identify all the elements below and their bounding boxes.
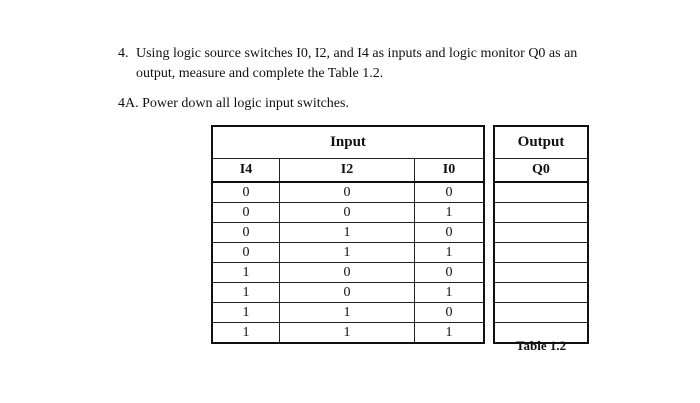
- cell-i4: 0: [212, 223, 280, 243]
- table-group-header-row: [212, 126, 588, 159]
- table-gap: [484, 283, 494, 303]
- cell-i4: 1: [212, 303, 280, 323]
- column-header-q0: Q0: [494, 159, 588, 183]
- table-row: [212, 303, 588, 323]
- cell-i2: 0: [280, 203, 415, 223]
- cell-i4: 1: [212, 323, 280, 344]
- cell-i4: 0: [212, 182, 280, 203]
- table-column-header-row: [212, 159, 588, 183]
- table-row: [212, 223, 588, 243]
- cell-i2: 1: [280, 243, 415, 263]
- cell-i0: 1: [415, 283, 485, 303]
- cell-i2: 1: [280, 303, 415, 323]
- question-number: 4.: [118, 46, 129, 61]
- table-row: [212, 243, 588, 263]
- table-gap: [484, 243, 494, 263]
- output-group-header: Output: [494, 126, 588, 159]
- table-gap: [484, 126, 494, 159]
- cell-q0: [494, 182, 588, 203]
- cell-i4: 0: [212, 243, 280, 263]
- cell-i2: 0: [280, 182, 415, 203]
- cell-q0: [494, 223, 588, 243]
- table-row: [212, 203, 588, 223]
- question-line-1: [118, 44, 577, 64]
- cell-q0: [494, 203, 588, 223]
- cell-i0: 1: [415, 203, 485, 223]
- step-4a: 4A. Power down all logic input switches.: [118, 96, 349, 111]
- cell-i0: 0: [415, 182, 485, 203]
- table-row: [212, 182, 588, 203]
- table-gap: [484, 203, 494, 223]
- table-gap: [484, 303, 494, 323]
- cell-i0: 1: [415, 323, 485, 344]
- cell-i4: 1: [212, 283, 280, 303]
- cell-i0: 0: [415, 223, 485, 243]
- question-text-1: Using logic source switches I0, I2, and I4 as inputs and logic monitor Q0 as an: [136, 46, 578, 61]
- cell-i0: 0: [415, 263, 485, 283]
- cell-i2: 1: [280, 223, 415, 243]
- cell-i2: 1: [280, 323, 415, 344]
- column-header-i2: I2: [280, 159, 415, 183]
- cell-q0: [494, 243, 588, 263]
- question-text-2: output, measure and complete the Table 1.2.: [136, 66, 384, 81]
- question-4: [118, 44, 577, 84]
- table-gap: [484, 159, 494, 183]
- table-row: [212, 263, 588, 283]
- table-gap: [484, 323, 494, 344]
- cell-q0: [494, 283, 588, 303]
- cell-i0: 1: [415, 243, 485, 263]
- cell-i0: 0: [415, 303, 485, 323]
- column-header-i4: I4: [212, 159, 280, 183]
- cell-i2: 0: [280, 283, 415, 303]
- column-header-i0: I0: [415, 159, 485, 183]
- cell-i2: 0: [280, 263, 415, 283]
- cell-q0: [494, 263, 588, 283]
- cell-i4: 0: [212, 203, 280, 223]
- input-group-header: Input: [212, 126, 484, 159]
- table-caption: Table 1.2: [516, 338, 567, 353]
- cell-i4: 1: [212, 263, 280, 283]
- truth-table: [211, 125, 589, 344]
- table-gap: [484, 223, 494, 243]
- table-gap: [484, 182, 494, 203]
- cell-q0: [494, 303, 588, 323]
- table-gap: [484, 263, 494, 283]
- table-row: [212, 283, 588, 303]
